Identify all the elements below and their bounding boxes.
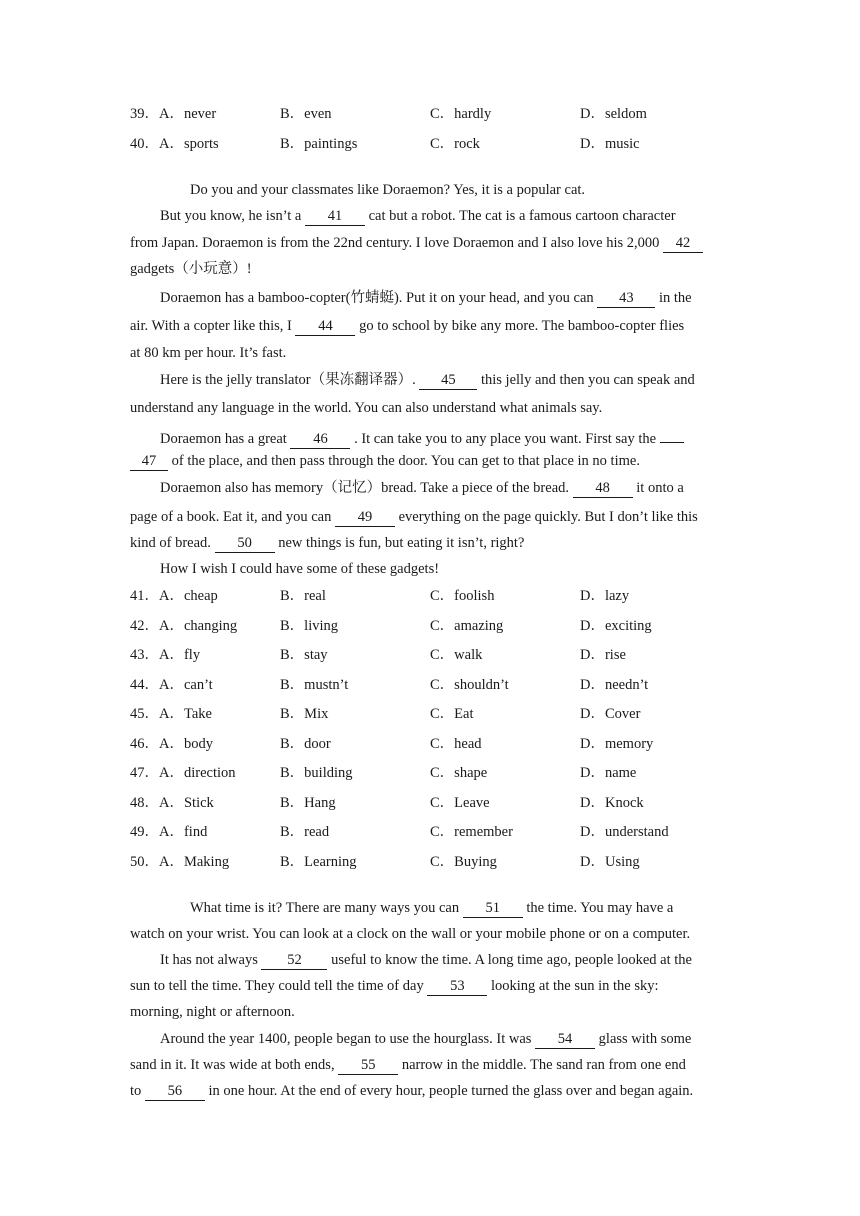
option-c: C．rock [430,136,480,152]
text: What time is it? There are many ways you can [190,900,463,916]
text: Doraemon has a bamboo-copter(竹蜻蜓). Put it on your head, and you can [160,290,598,306]
text: sun to tell the time. They could tell the time of day [130,978,428,994]
blank-52: 52 [261,952,327,970]
option-c: C．head [430,735,482,752]
text: in the [655,290,692,306]
text: Here is the jelly translator（果冻翻译器）. [160,372,420,388]
option-d: D．needn’t [580,676,649,693]
passage1-line [160,370,730,390]
passage1-line [160,478,730,498]
blank-47-start [660,425,684,443]
option-c: C．Buying [430,853,497,870]
option-d: D．Cover [580,706,641,722]
text: go to school by bike any more. The bamboo-copter flies [355,318,685,334]
option-c: C．Eat [430,706,474,722]
passage2-line [130,1081,730,1101]
option-b: B．living [280,617,339,634]
text: useful to know the time. A long time ago, people looked at the [327,952,692,968]
option-a-text: A．Making [159,853,230,870]
text: But you know, he isn’t a [160,208,305,224]
passage1-line: understand any language in the world. You can also understand what animals say. [130,400,603,416]
question-number: 50． [130,853,159,870]
passage1-line [160,206,730,226]
option-a [130,586,218,606]
option-c: C．shape [430,765,488,781]
option-c: C．shouldn’t [430,676,509,693]
option-row-39 [130,104,750,124]
question-number: 47． [130,765,159,781]
option-b: B．paintings [280,136,358,152]
question-number: 48． [130,794,159,811]
option-row-45 [130,704,750,724]
option-d: D．music [580,136,640,152]
option-b: B．Hang [280,794,336,811]
option-a-text: A．direction [159,765,236,781]
text: in one hour. At the end of every hour, people turned the glass over and began again. [204,1083,694,1099]
option-a [130,704,212,724]
blank-53: 53 [427,978,487,996]
option-a-text: A．Stick [159,794,214,811]
passage2-line [190,898,730,918]
option-c: C．hardly [430,106,492,122]
blank-43: 43 [597,290,655,308]
text: cat but a robot. The cat is a famous cartoon character [365,208,676,224]
blank-45: 45 [419,372,477,390]
text: to [130,1083,145,1099]
option-row-47 [130,763,750,783]
text: from Japan. Doraemon is from the 22nd century. I love Doraemon and I also love his 2,000 [130,235,664,251]
option-row-48 [130,793,750,813]
option-row-46 [130,734,750,754]
option-d: D．lazy [580,588,630,604]
text: It has not always [160,952,262,968]
option-c: C．amazing [430,617,504,634]
text: kind of bread. [130,535,215,551]
question-number: 46． [130,735,159,752]
text: looking at the sun in the sky: [487,978,659,994]
option-row-43 [130,645,750,665]
text: page of a book. Eat it, and you can [130,509,335,525]
option-b: B．Mix [280,706,329,722]
option-d: D．Using [580,853,640,870]
passage1-line [130,316,730,336]
passage1-line: at 80 km per hour. It’s fast. [130,345,287,361]
text: air. With a copter like this, I [130,318,296,334]
text: everything on the page quickly. But I don’t like this [394,509,698,525]
option-a [130,734,213,754]
question-number: 44． [130,676,159,693]
blank-44: 44 [295,318,355,336]
passage1-line: Do you and your classmates like Doraemon? Yes, it is a popular cat. [190,182,586,198]
option-b: B．even [280,106,332,122]
option-row-50 [130,852,750,872]
passage1-line: gadgets（小玩意）! [130,261,252,277]
option-c: C．walk [430,647,483,663]
passage2-line: watch on your wrist. You can look at a clock on the wall or your mobile phone or on a computer. [130,926,691,942]
option-row-49 [130,822,750,842]
blank-51: 51 [463,900,523,918]
blank-54: 54 [535,1031,595,1049]
blank-41: 41 [305,208,365,226]
blank-49: 49 [335,509,395,527]
text: Doraemon also has memory（记忆）bread. Take a piece of the bread. [160,480,573,496]
option-a-text: A．can’t [159,676,213,693]
option-row-40 [130,134,750,154]
passage2-line [130,1055,730,1075]
option-b: B．read [280,824,330,840]
text: . It can take you to any place you want. First say the [350,431,660,447]
option-d: D．understand [580,824,669,840]
option-b: B．stay [280,647,328,663]
question-number: 39． [130,106,159,122]
question-number: 42． [130,617,159,634]
text: new things is fun, but eating it isn’t, right? [274,535,525,551]
option-b: B．Learning [280,853,357,870]
option-a [130,793,214,813]
text: Doraemon has a great [160,431,291,447]
option-d: D．exciting [580,617,652,634]
option-a-text: A．never [159,106,217,122]
option-row-44 [130,675,750,695]
option-c: C．remember [430,824,513,840]
text: it onto a [632,480,684,496]
option-b: B．door [280,735,331,752]
option-a-text: A．fly [159,647,201,663]
option-a [130,675,213,695]
passage1-line [130,533,730,553]
option-a [130,134,219,154]
text: this jelly and then you can speak and [477,372,695,388]
passage1-line [130,233,730,253]
option-d: D．name [580,765,637,781]
option-c: C．Leave [430,794,490,811]
question-number: 40． [130,136,159,152]
option-b: B．real [280,588,326,604]
option-a-text: A．Take [159,706,212,722]
passage1-line [160,425,730,445]
passage1-line [160,288,730,308]
blank-47: 47 [130,453,168,471]
passage2-line [160,950,730,970]
blank-56: 56 [145,1083,205,1101]
text: Around the year 1400, people began to use the hourglass. It was [160,1031,536,1047]
text: narrow in the middle. The sand ran from one end [398,1057,686,1073]
question-number: 41． [130,588,159,604]
text: the time. You may have a [522,900,674,916]
blank-48: 48 [573,480,633,498]
option-a-text: A．sports [159,136,219,152]
option-a [130,852,229,872]
blank-46: 46 [290,431,350,449]
question-number: 43． [130,647,159,663]
option-a-text: A．body [159,735,213,752]
option-row-42 [130,616,750,636]
question-number: 49． [130,824,159,840]
passage1-line [130,451,730,471]
option-row-41 [130,586,750,606]
text: of the place, and then pass through the door. You can get to that place in no time. [168,453,640,469]
option-a [130,104,216,124]
option-a-text: A．find [159,824,208,840]
passage1-line [130,507,730,527]
option-b: B．mustn’t [280,676,349,693]
question-number: 45． [130,706,159,722]
option-d: D．seldom [580,106,647,122]
option-d: D．rise [580,647,626,663]
option-a-text: A．changing [159,617,238,634]
passage2-line: morning, night or afternoon. [130,1004,295,1020]
blank-50: 50 [215,535,275,553]
passage2-line [160,1029,730,1049]
text: glass with some [595,1031,692,1047]
passage2-line [130,976,730,996]
option-d: D．memory [580,735,654,752]
option-a [130,645,200,665]
blank-42: 42 [663,235,703,253]
option-a [130,822,207,842]
blank-55: 55 [338,1057,398,1075]
passage1-line: How I wish I could have some of these gadgets! [160,561,440,577]
text: sand in it. It was wide at both ends, [130,1057,339,1073]
option-d: D．Knock [580,794,644,811]
option-a-text: A．cheap [159,588,218,604]
option-a [130,616,237,636]
option-a [130,763,236,783]
option-b: B．building [280,765,353,781]
option-c: C．foolish [430,588,495,604]
